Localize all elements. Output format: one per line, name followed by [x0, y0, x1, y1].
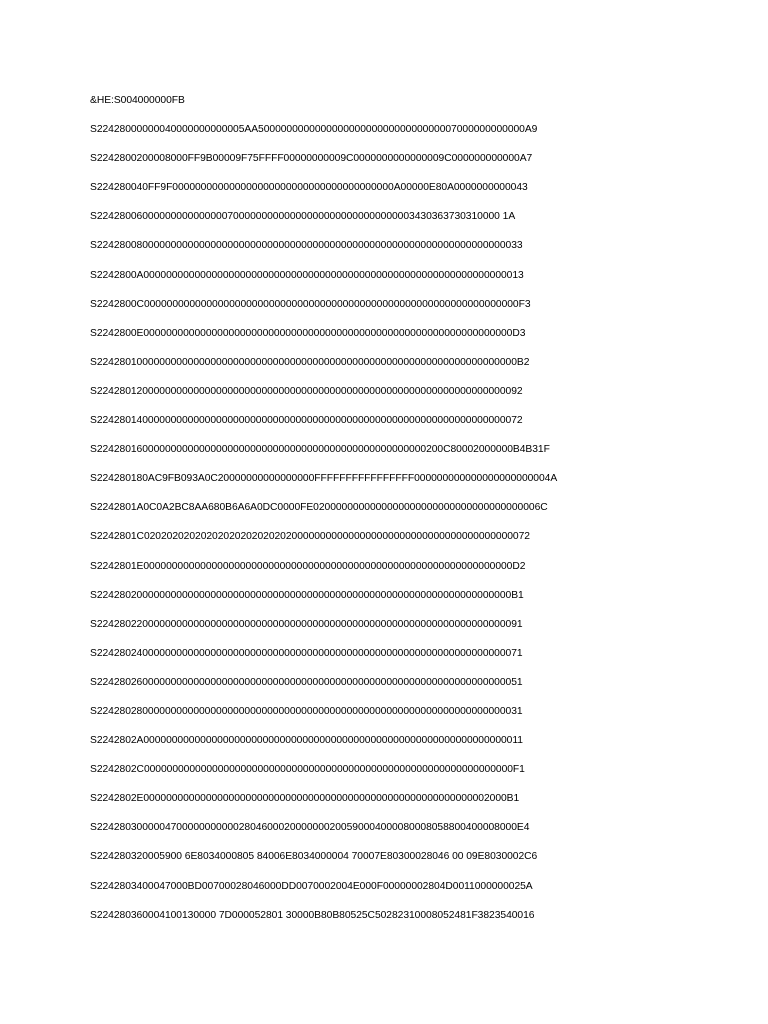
- listing-line: S2242800C000000000000000000000000000000000000000000000000000000000000000000F3: [90, 298, 531, 310]
- listing-line: &HE:S004000000FB: [90, 95, 185, 106]
- listing-line: S2242800E00000000000000000000000000000000000000000000000000000000000000000D3: [90, 327, 526, 339]
- listing-line: S2242800200008000FF9B00009F75FFFF00000000009C0000000000000009C000000000000A7: [90, 153, 533, 165]
- listing-line: S224280240000000000000000000000000000000000000000000000000000000000000000071: [90, 647, 523, 659]
- listing-line: S22428006000000000000000700000000000000000000000000000003430363730310000 1A: [90, 211, 516, 223]
- listing-line: S22428030000047000000000002804600020000000200590004000080008058800400008000E4: [90, 822, 530, 834]
- listing-line: S224280220000000000000000000000000000000000000000000000000000000000000000091: [90, 618, 523, 630]
- listing-line: S2242801A0C0A2BC8AA680B6A6A0DC0000FE0200000000000000000000000000000000000006C: [90, 502, 548, 514]
- listing-line: S2242803400047000BD00700028046000DD0070002004E000F00000002804D0011000000025A: [90, 880, 533, 892]
- listing-line: S224280360004100130000 7D000052801 30000B80B80525C50282310008052481F3823540016: [90, 909, 535, 921]
- listing-line: S2242802E0000000000000000000000000000000000000000000000000000000000002000B1: [90, 793, 520, 805]
- listing-line: S2242800A0000000000000000000000000000000000000000000000000000000000000000013: [90, 269, 524, 281]
- listing-line: S22428010000000000000000000000000000000000000000000000000000000000000000000B2: [90, 356, 530, 368]
- listing-line: S2242802000000000000000000000000000000000000000000000000000000000000000000B1: [90, 589, 524, 601]
- listing-line: S2242801E00000000000000000000000000000000000000000000000000000000000000000D2: [90, 560, 526, 572]
- listing-line: S224280120000000000000000000000000000000000000000000000000000000000000000092: [90, 385, 523, 397]
- srecord-listing: [90, 91, 557, 935]
- listing-line: S22428000000040000000000005AA50000000000000000000000000000000007000000000000A9: [90, 124, 538, 136]
- listing-line: S224280280000000000000000000000000000000000000000000000000000000000000000031: [90, 705, 523, 717]
- listing-line: S2242801C02020202020202020202020202000000000000000000000000000000000000000072: [90, 531, 530, 543]
- listing-line: S224280180AC9FB093A0C20000000000000000FFFFFFFFFFFFFFFF000000000000000000000004A: [90, 473, 558, 485]
- listing-line: S224280140000000000000000000000000000000000000000000000000000000000000000072: [90, 415, 523, 427]
- listing-line: S224280080000000000000000000000000000000000000000000000000000000000000000033: [90, 240, 523, 252]
- listing-line: S224280040FF9F000000000000000000000000000000000000000A00000E80A0000000000043: [90, 182, 528, 194]
- listing-line: S2242801600000000000000000000000000000000000000000000000000200C80002000000B4B31F: [90, 444, 550, 456]
- listing-line: S224280260000000000000000000000000000000000000000000000000000000000000000051: [90, 676, 523, 688]
- listing-line: S2242802C00000000000000000000000000000000000000000000000000000000000000000F1: [90, 764, 525, 776]
- listing-line: S224280320005900 6E8034000805 84006E8034000004 70007E80300028046 00 09E8030002C6: [90, 851, 538, 863]
- listing-line: S2242802A0000000000000000000000000000000000000000000000000000000000000000011: [90, 735, 523, 747]
